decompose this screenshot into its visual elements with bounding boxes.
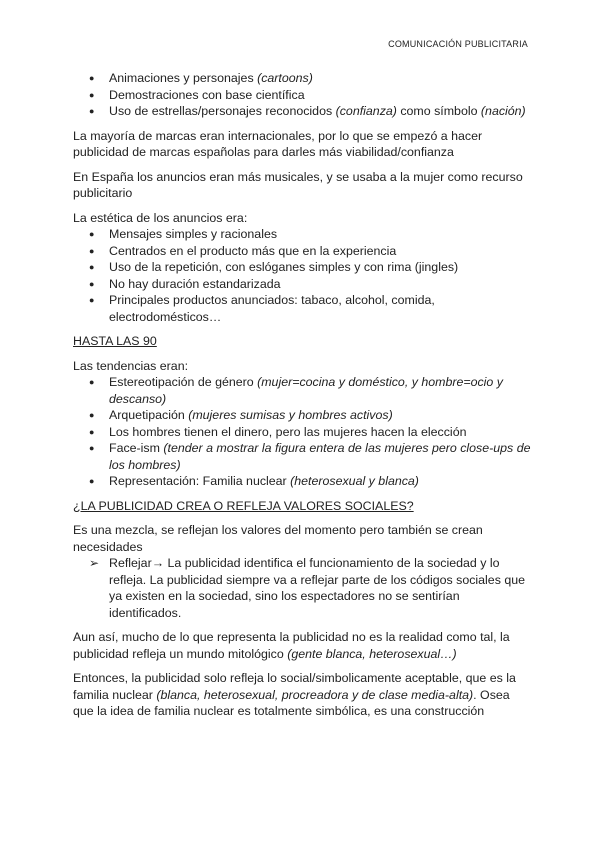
list-item: ● Estereotipación de género (mujer=cocina y doméstico, y hombre=ocio y descanso) xyxy=(73,374,533,407)
paragraph: La mayoría de marcas eran internacionales, por lo que se empezó a hacer publicidad de marcas españolas para darles más viabilidad/confianza xyxy=(73,128,483,159)
paragraph: Aun así, mucho de lo que representa la publicidad no es la realidad como tal, la publicidad refleja un mundo mitológico (gente blanca, heterosexual…) xyxy=(73,630,510,661)
list-item: ● Demostraciones con base científica xyxy=(73,87,533,104)
list-item: ● Uso de estrellas/personajes reconocidos (confianza) como símbolo (nación) xyxy=(73,103,533,120)
running-header: COMUNICACIÓN PUBLICITARIA xyxy=(388,39,528,49)
list-item: ● Mensajes simples y racionales xyxy=(73,226,533,243)
paragraph: Entonces, la publicidad solo refleja lo social/simbolicamente aceptable, que es la familia nuclear (blanca, heterosexual, procreadora y de clase media-alta). Osea que la idea de familia nuclear es totalmente simbólica, es una construcción xyxy=(73,671,516,718)
list-item: ● Uso de la repetición, con eslóganes simples y con rima (jingles) xyxy=(73,259,533,276)
list-item: ● Representación: Familia nuclear (heterosexual y blanca) xyxy=(73,473,533,490)
section-heading: HASTA LAS 90 xyxy=(73,334,157,348)
bullet-list-ads xyxy=(73,70,533,120)
list-item: ● No hay duración estandarizada xyxy=(73,276,533,293)
paragraph: En España los anuncios eran más musicales, y se usaba a la mujer como recurso publicitario xyxy=(73,169,523,200)
list-item: ● Face-ism (tender a mostrar la figura entera de las mujeres pero close-ups de los hombres) xyxy=(73,440,533,473)
list-item: ● Animaciones y personajes (cartoons) xyxy=(73,70,533,87)
list-item: ● Arquetipación (mujeres sumisas y hombres activos) xyxy=(73,407,533,424)
arrow-list xyxy=(73,555,533,621)
list-item: ● Centrados en el producto más que en la experiencia xyxy=(73,243,533,260)
bullet-list-aesthetics xyxy=(73,226,533,325)
list-item: ➢ Reflejar→ La publicidad identifica el funcionamiento de la sociedad y lo refleja. La publicidad siempre va a reflejar parte de los códigos sociales que ya existen en la sociedad, sino los espectadores no se sentirían identificados. xyxy=(73,555,533,621)
list-item: ● Principales productos anunciados: tabaco, alcohol, comida, electrodomésticos… xyxy=(73,292,533,325)
list-item: ● Los hombres tienen el dinero, pero las mujeres hacen la elección xyxy=(73,424,533,441)
paragraph: Las tendencias eran: xyxy=(73,358,189,373)
document-body xyxy=(73,70,533,720)
section-heading: ¿LA PUBLICIDAD CREA O REFLEJA VALORES SOCIALES? xyxy=(73,498,414,513)
paragraph: Es una mezcla, se reflejan los valores del momento pero también se crean necesidades xyxy=(73,523,483,554)
bullet-list-trends xyxy=(73,374,533,490)
paragraph: La estética de los anuncios era: xyxy=(73,210,248,225)
